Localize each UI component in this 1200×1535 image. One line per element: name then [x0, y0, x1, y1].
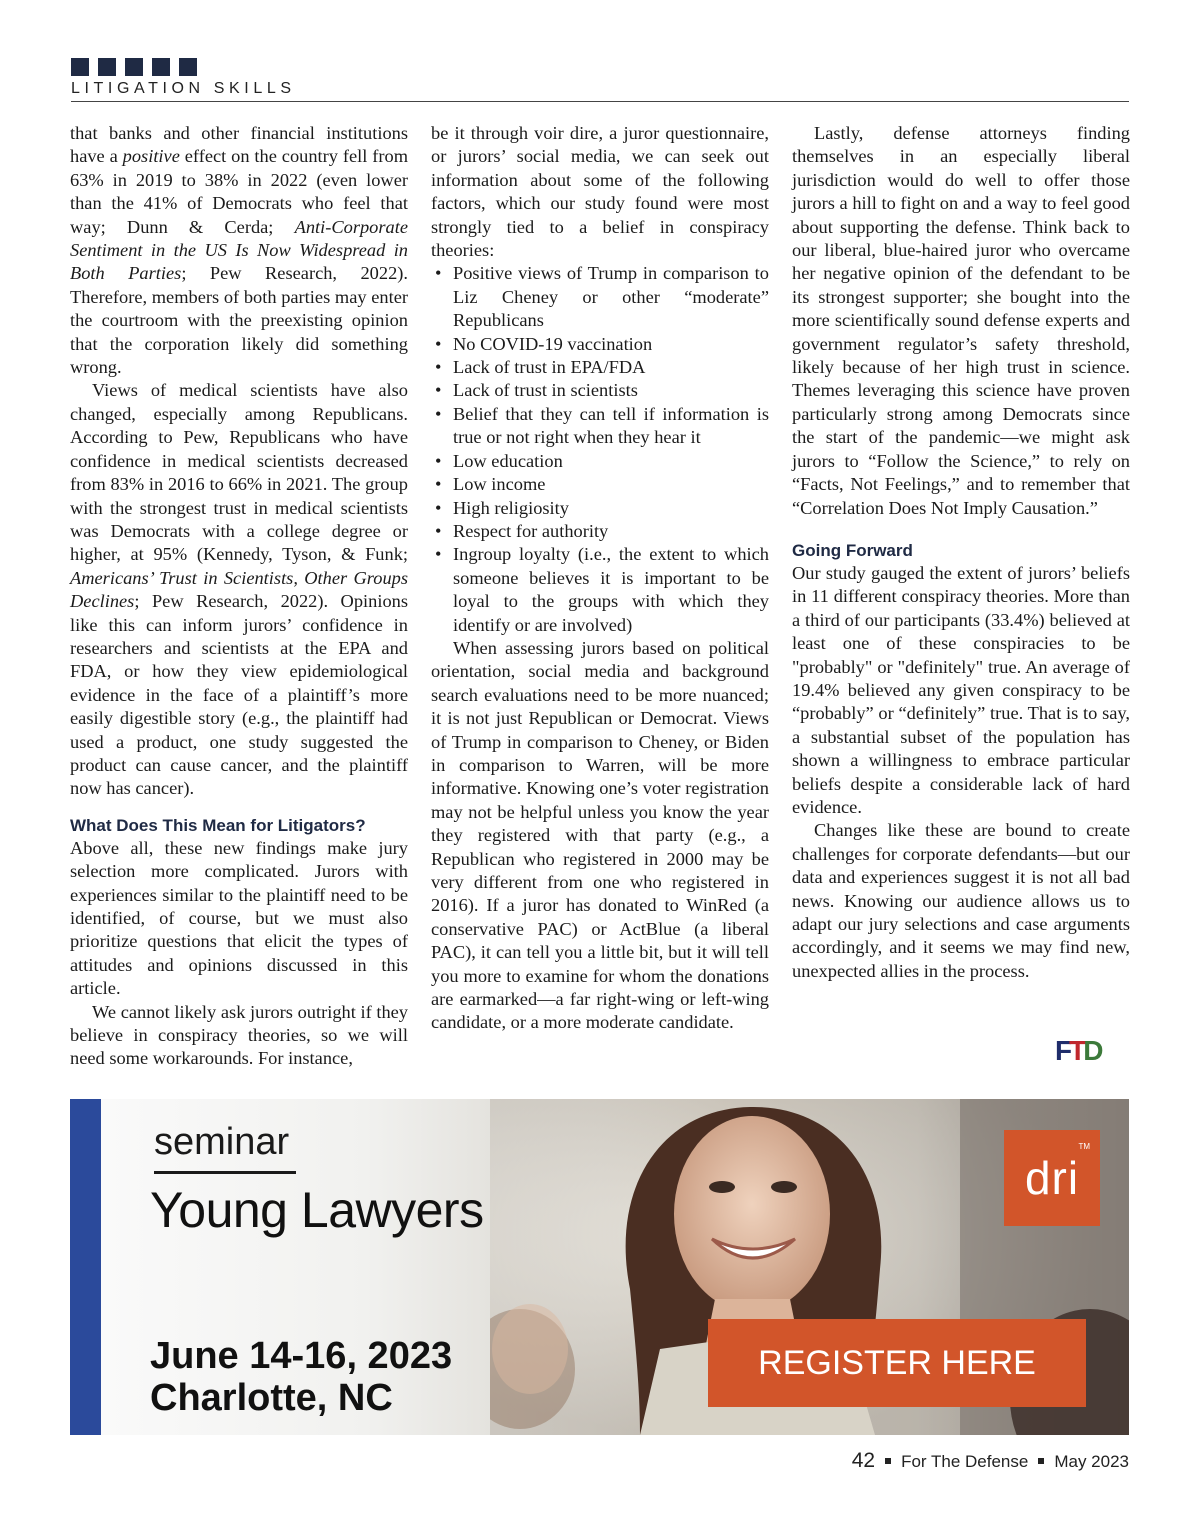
text: Views of medical scientists have also changed, especially among Republicans. According to Pew, Republicans who have confidence in medical scientists decreased from 83% in 2016 to 66% in 2021. The group with the strongest trust in medical scientists was Democrats with a college degree or higher, at 95% (Kennedy, Tyson, & Funk; [70, 380, 408, 565]
marker-square [98, 58, 116, 76]
list-item: • Respect for authority [453, 520, 769, 543]
list-item: • Low education [453, 450, 769, 473]
paragraph: When assessing jurors based on political orientation, social media and background search evaluations need to be more nuanced; it is not just Republican or Democrat. Views of Trump in comparison to Cheney, or Biden in comparison to Warren, will be more informative. Knowing one’s voter registration may not be helpful unless you know the year they registered with that party (e.g., a Republican who registered in 2000 may be very different from one who registered in 2016). If a juror has donated to WinRed (a conservative PAC) or ActBlue (a liberal PAC), it can tell you a little bit, but it will tell you more to examine for whom the donations are earmarked—a far right-wing or left-wing candidate, or a more moderate candidate. [431, 637, 769, 1033]
paragraph: Our study gauged the extent of jurors’ beliefs in 11 different conspiracy theories. More than a third of our participants (33.4%) believed at least one of these conspiracies to be "probably" or "definitely" true. An average of 19.4% believed any given conspiracy to be “probably” or “definitely” true. That is to say, a substantial subset of the population has shown a willingness to embrace particular beliefs despite a considerable lack of hard evidence. [792, 562, 1130, 817]
emphasis: positive [122, 146, 180, 167]
text: that banks and other financial institutions have a [70, 123, 408, 167]
ad-date: June 14-16, 2023 [150, 1335, 453, 1377]
logo-letter: F [1055, 1035, 1070, 1066]
ad-kicker: seminar [154, 1121, 290, 1163]
list-item: • High religiosity [453, 497, 769, 520]
dri-logo-text: dri [1024, 1152, 1080, 1204]
ad-event-details [150, 1335, 452, 1419]
publication-name: For The Defense [901, 1452, 1029, 1471]
list-item: • Belief that they can tell if information is true or not right when they hear it [453, 403, 769, 450]
section-marker [71, 58, 197, 76]
paragraph [70, 379, 408, 800]
paragraph: Lastly, defense attorneys finding themselves in an especially liberal jurisdiction would do well to offer those jurors a hill to fight on and a way to feel good about supporting the defense. Think back to our liberal, blue-haired juror who overcame her negative opinion of the defendant to be its strongest supporter; she bought into the more scientifically sound defense experts and government regulator’s safety threshold, likely because of her high trust in science. Themes leveraging this science have proven particularly strong among Democrats since the start of the pandemic—we might ask jurors to “Follow the Science,” to rely on “Facts, Not Feelings,” and to remember that “Correlation Does Not Imply Causation.” [792, 123, 1130, 518]
register-here-button[interactable] [708, 1319, 1086, 1407]
text: ; Pew Research, 2022). Opinions like this can inform jurors’ confidence in researchers and scientists at the EPA and FDA, or how they view epidemiological evidence in the face of a plaintiff’s more easily digestible story (e.g., the plaintiff had used a product, one study suggested the product can cause cancer, and the plaintiff now has cancer). [70, 591, 408, 799]
dri-logo [1004, 1130, 1100, 1226]
ad-accent-bar [70, 1099, 101, 1435]
trademark-mark: TM [1078, 1142, 1090, 1151]
citation-title: Anti-Corporate Sentiment in the US Is Now Widespread in Both Parties [70, 216, 408, 284]
article-column-1 [70, 122, 408, 1071]
list-item: • Ingroup loyalty (i.e., the extent to which someone believes it is important to be loyal to the groups with which they identify or are involved) [453, 543, 769, 637]
paragraph: Above all, these new findings make jury selection more complicated. Jurors with experiences similar to the plaintiff need to be identified, of course, but we must also prioritize questions that elicit the types of attitudes and opinions discussed in this article. [70, 837, 408, 999]
list-item: • Low income [453, 473, 769, 496]
text: ; Pew Research, 2022). Therefore, members of both parties may enter the courtroom with the preexisting opinion that the corporation likely did something wrong. [70, 263, 408, 378]
register-label: REGISTER HERE [758, 1343, 1036, 1382]
logo-letter: T [1069, 1035, 1084, 1066]
marker-square [125, 58, 143, 76]
page-footer [852, 1449, 1129, 1473]
marker-square [152, 58, 170, 76]
paragraph: We cannot likely ask jurors outright if they believe in conspiracy theories, so we will need some workarounds. For instance, [70, 1001, 408, 1069]
text: effect on the country fell from 63% in 2019 to 38% in 2022 (even lower than the 41% of Democrats who feel that way; Dunn & Cerda; [70, 146, 408, 237]
issue-date: May 2023 [1054, 1452, 1129, 1471]
list-item: • Lack of trust in EPA/FDA [453, 356, 769, 379]
paragraph: be it through voir dire, a juror questionnaire, or jurors’ social media, we can seek out information about some of the following factors, which our study found were most strongly tied to a belief in conspiracy theories: [431, 123, 769, 261]
paragraph [70, 122, 408, 379]
factor-list [431, 262, 769, 637]
article-column-2 [431, 122, 769, 1035]
logo-letter: D [1083, 1035, 1101, 1066]
page-number: 42 [851, 1449, 876, 1472]
header-rule [71, 101, 1129, 102]
list-item: • Lack of trust in scientists [453, 379, 769, 402]
paragraph: Changes like these are bound to create challenges for corporate defendants—but our data and experiences suggest it is not all bad news. Knowing our audience allows us to adapt our jury selections and case arguments accordingly, and it seems we may find new, unexpected allies in the process. [792, 820, 1130, 981]
ad-kicker-underline [154, 1171, 296, 1174]
ad-location: Charlotte, NC [150, 1377, 393, 1419]
fd-end-mark-logo [1055, 1036, 1099, 1066]
article-column-3 [792, 122, 1130, 983]
separator-square [1038, 1458, 1044, 1464]
separator-square [885, 1458, 891, 1464]
section-heading: Going Forward [792, 540, 913, 560]
list-item: • No COVID-19 vaccination [453, 333, 769, 356]
section-title: LITIGATION SKILLS [71, 80, 296, 97]
marker-square [179, 58, 197, 76]
marker-square [71, 58, 89, 76]
citation-title: Americans’ Trust in Scientists, Other Groups Declines [70, 567, 408, 612]
section-heading: What Does This Mean for Litigators? [70, 815, 366, 835]
ad-title: Young Lawyers [150, 1182, 484, 1238]
seminar-advertisement[interactable] [70, 1099, 1129, 1435]
list-item: • Positive views of Trump in comparison to Liz Cheney or other “moderate” Republicans [453, 262, 769, 332]
